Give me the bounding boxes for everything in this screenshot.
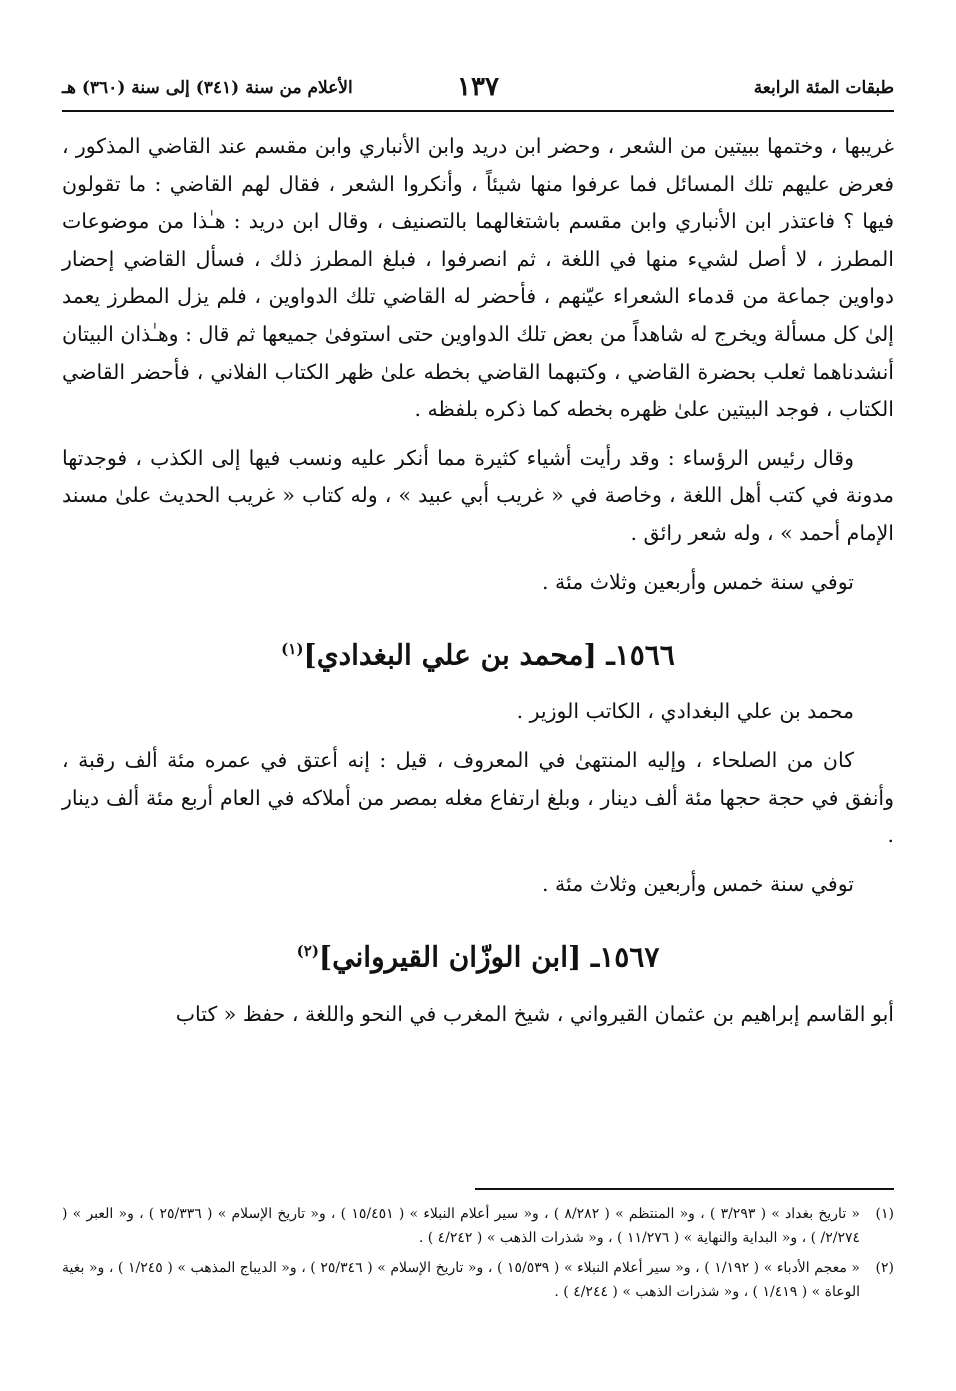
footnote-number: (١) (875, 1206, 894, 1222)
paragraph-entry-1566-bio: كان من الصلحاء ، وإليه المنتهىٰ في المعروف ، قيل : إنه أعتق في عمره مئة ألف رقبة ، وأنفق في حجة حجها مئة ألف دينار ، وبلغ ارتفاع مغله بمصر من أملاكه في العام أربع مئة ألف دينار . (62, 748, 895, 848)
main-text (62, 128, 894, 1044)
footnote-ref-2[interactable]: (٢) (296, 942, 319, 961)
footnote-text: « معجم الأدباء » ( ١/١٩٢ ) ، و« سير أعلام النبلاء » ( ١٥/٥٣٩ ) ، و« تاريخ الإسلام » ( ٢٥/٣٤٦ ) ، و« الديباج المذهب » ( ١/٢٤٥ ) ، و« بغية الوعاة » ( ١/٤١٩ ) ، و« شذرات الذهب » ( ٤/٢٤٤ ) . (62, 1260, 860, 1300)
footnote-text: « تاريخ بغداد » ( ٣/٢٩٣ ) ، و« المنتظم » ( ٨/٢٨٢ ) ، و« سير أعلام النبلاء » ( ١٥/٤٥١ ) ، و« تاريخ الإسلام » ( ٢٥/٣٣٦ ) ، و« العبر » ( ٢/٢٧٤/ ) ، و« البداية والنهاية » ( ١١/٢٧٦ ) ، و« شذرات الذهب » ( ٤/٢٤٢ ) . (62, 1206, 860, 1246)
entry-heading-1566 (62, 629, 894, 675)
paragraph-ras-al-ruasa: وقال رئيس الرؤساء : وقد رأيت أشياء كثيرة مما أنكر عليه ونسب فيها إلى الكذب ، فوجدتها مدونة في كتب أهل اللغة ، وخاصة في « غريب أبي عبيد » ، وله كتاب « غريب الحديث علىٰ مسند الإمام أحمد » ، وله شعر رائق . (62, 445, 894, 545)
paragraph-entry-1567-start: أبو القاسم إبراهيم بن عثمان القيرواني ، شيخ المغرب في النحو واللغة ، حفظ « كتاب (175, 1001, 894, 1026)
entry-heading-1567 (62, 931, 894, 977)
footnote-divider (475, 1188, 894, 1190)
running-header-section-title: طبقات المئة الرابعة (753, 78, 894, 98)
header-divider (62, 110, 894, 112)
footnote-2 (62, 1256, 894, 1304)
paragraph-continuation: غريبها ، وختمها ببيتين من الشعر ، وحضر ابن دريد وابن الأنباري وابن مقسم عند القاضي المذكور ، فعرض عليهم تلك المسائل فما عرفوا منها شيئاً ، وأنكروا الشعر ، فقال لهم القاضي : ما تقولون فيها ؟ فاعتذر ابن الأنباري وابن مقسم باشتغالهما بالتصنيف ، وقال ابن دريد : هـٰذا من موضوعات المطرز ، لا أصل لشيء منها في اللغة ، ثم انصرفوا ، فبلغ المطرز ذلك ، فسأل القاضي إحضار دواوين جماعة من قدماء الشعراء عيّنهم ، فأحضر له القاضي تلك الدواوين ، فلم يزل المطرز يعمد إلىٰ كل مسألة ويخرج له شاهداً من بعض تلك الدواوين حتى استوفىٰ جميعها ثم قال : وهـٰذان البيتان أنشدناهما ثعلب بحضرة القاضي ، وكتبهما القاضي بخطه علىٰ ظهر الكتاب الفلاني ، فأحضر القاضي الكتاب ، فوجد البيتين علىٰ ظهره بخطه كما ذكره بلفظه . (62, 134, 894, 422)
page-number: ١٣٧ (457, 72, 499, 102)
footnote-1 (62, 1202, 894, 1250)
footnotes (62, 1202, 894, 1310)
footnote-ref-1[interactable]: (١) (281, 640, 304, 659)
paragraph-entry-1566-death: توفي سنة خمس وأربعين وثلاث مئة . (542, 871, 854, 896)
footnote-number: (٢) (875, 1260, 894, 1276)
paragraph-death-date: توفي سنة خمس وأربعين وثلاث مئة . (542, 569, 854, 594)
running-header-range: الأعلام من سنة (٣٤١) إلى سنة (٣٦٠) هـ (62, 78, 353, 98)
entry-heading-1566-text: ١٥٦٦ـ [محمد بن علي البغدادي] (303, 638, 675, 672)
entry-heading-1567-text: ١٥٦٧ـ [ابن الوزّان القيرواني] (318, 940, 660, 974)
book-page (62, 62, 894, 1352)
running-header (62, 72, 894, 106)
paragraph-entry-1566-name: محمد بن علي البغدادي ، الكاتب الوزير . (516, 699, 854, 724)
